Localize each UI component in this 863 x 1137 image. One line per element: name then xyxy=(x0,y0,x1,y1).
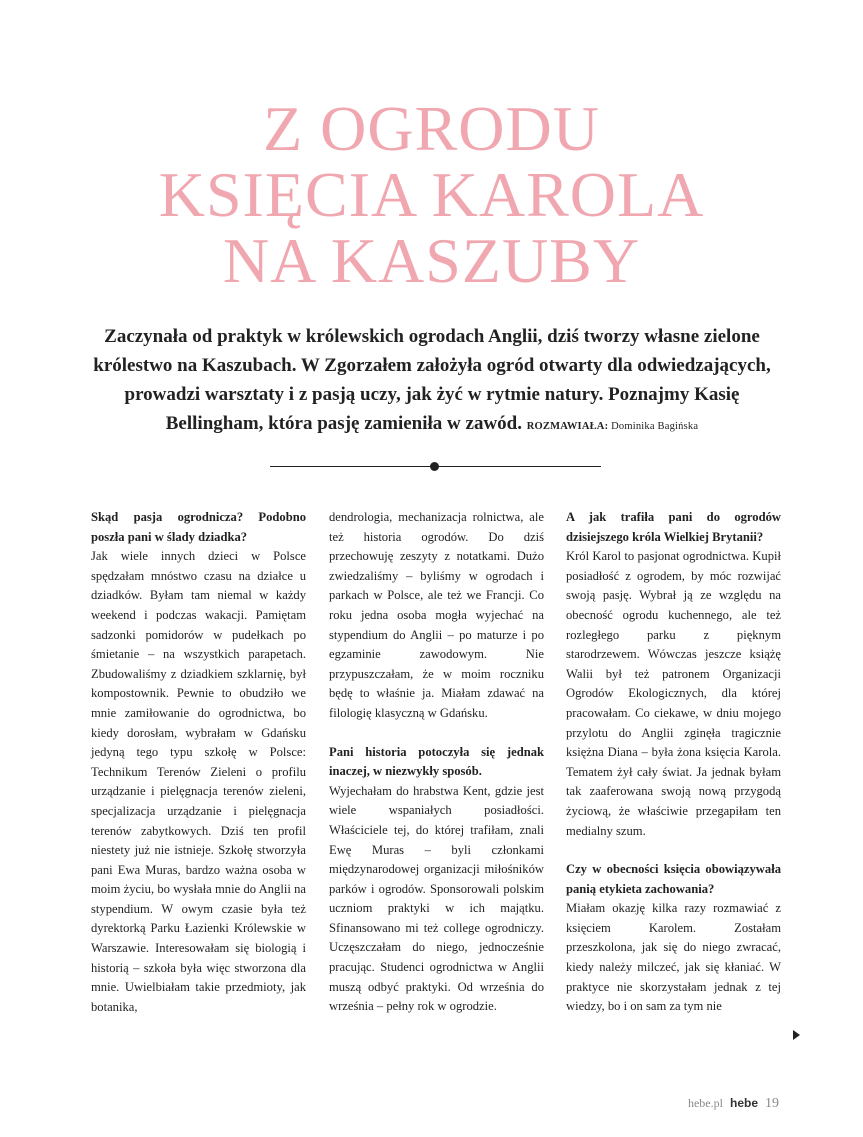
byline-author: Dominika Bagińska xyxy=(611,421,699,432)
divider-dot-icon xyxy=(430,462,439,471)
footer-site[interactable]: hebe.pl xyxy=(687,1096,723,1110)
title-line-3: NA KASZUBY xyxy=(222,225,641,296)
continue-arrow-icon[interactable] xyxy=(793,1030,800,1040)
page-number: 19 xyxy=(765,1096,779,1111)
title-line-2: KSIĘCIA KAROLA xyxy=(158,159,705,230)
lead-text: Zaczynała od praktyk w królewskich ogrodach Anglii, dziś tworzy własne zielone królestwo na Kaszubach. W Zgorzałem założyła ogród otwarty dla odwiedzających, prowadzi warsztaty i z pasją uczy, jak żyć w rytmie natury. Poznajmy Kasię Bellingham, która pasję zamieniła w zawód. xyxy=(93,326,771,434)
question-4: Czy w obecności księcia obowiązywała panią etykieta zachowania? xyxy=(566,862,781,896)
byline-label: ROZMAWIAŁA: xyxy=(526,421,609,432)
byline xyxy=(527,421,698,432)
answer-3: Król Karol to pasjonat ogrodnictwa. Kupił posiadłość z ogrodem, by móc rozwijać swoją pasję. Wybrał ją ze względu na obecność ogrodu kuchennego, ale też rozległego parku z pięknym starodrzewem. Wówczas jeszcze książę Walii był też patronem Organizacji Ogrodów Ekologicznych, dla której pracowałam. Co ciekawe, w dniu mojego przylotu do Anglii zginęła tragicznie księżna Diana – była żona księcia Karola. Tematem żył cały świat. Ja jednak byłam tak zaaferowana swoją nową przygodą życiową, że właściwie przegapiłam ten medialny szum. xyxy=(566,549,781,838)
text-column-3 xyxy=(566,508,781,1017)
page-footer xyxy=(688,1096,779,1112)
article-lead xyxy=(90,322,774,441)
question-1: Skąd pasja ogrodnicza? Podobno poszła pani w ślady dziadka? xyxy=(91,510,306,544)
answer-1: Jak wiele innych dzieci w Polsce spędzałam mnóstwo czasu na działce u dziadków. Byłam tam niemal w każdy weekend i podczas wakacji. Pamiętam sadzonki pomidorów w pudełkach po śmietanie – na wszystkich parapetach. Zbudowaliśmy z dziadkiem szklarnię, był kompostownik. Pewnie to obudziło we mnie zamiłowanie do ogrodnictwa, bo kiedy dorosłam, wybrałam w Gdańsku jedyną tego typu szkołę w Polsce: Technikum Terenów Zieleni o profilu urządzanie i pielęgnacja terenów zieleni, specjalizacja urządzanie i pielęgnacja terenów zabytkowych. Dziś ten profil niestety już nie istnieje. Szkołę stworzyła pani Ewa Muras, bardzo ważna osoba w moim życiu, bo wysłała mnie do Anglii na stypendium. W owym czasie była też dyrektorką Parku Łazienki Królewskie w Warszawie. Interesowałam się biologią i historią – szkoła była więc stworzona dla mnie. Uwielbiałam takie przedmioty, jak botanika, xyxy=(91,549,306,1014)
article-title xyxy=(0,93,863,296)
footer-brand-logo: hebe xyxy=(729,1096,758,1110)
text-column-1 xyxy=(91,508,306,1017)
question-2: Pani historia potoczyła się jednak inaczej, w niezwykły sposób. xyxy=(329,744,544,779)
answer-2: Wyjechałam do hrabstwa Kent, gdzie jest wiele wspaniałych posiadłości. Właściciele tej, do której trafiłam, znali Ewę Muras – byli członkami międzynarodowej organizacji miłośników parków i ogrodów. Sponsorowali polskim uczniom praktyki w ich majątku. Sfinansowano mi też college ogrodniczy. Uczęszczałam do niego, jednocześnie pracując. Studenci ogrodnictwa w Anglii muszą odbyć praktyki. Od września do września – pełny rok w ogrodzie. xyxy=(329,783,544,1014)
question-3: A jak trafiła pani do ogrodów dzisiejszego króla Wielkiej Brytanii? xyxy=(566,510,781,544)
text-column-2 xyxy=(329,508,544,1017)
title-line-1: Z OGRODU xyxy=(263,93,600,164)
answer-1-continued: dendrologia, mechanizacja rolnictwa, ale też historia ogrodów. Do dziś przechowuję zeszyty z notatkami. Dużo zwiedzaliśmy – byliśmy w ogrodach i parkach w Polsce, ale też we Francji. Co roku jedna osoba mogła wyjechać na stypendium do Anglii – po maturze i po egzaminie zawodowym. Nie przypuszczałam, że w moim roczniku będę to właśnie ja. Miałam zdawać na filologię klasyczną w Gdańsku. xyxy=(329,510,544,720)
answer-4: Miałam okazję kilka razy rozmawiać z księciem Karolem. Zostałam przeszkolona, jak się do niego zwracać, kiedy należy milczeć, jak się kłaniać. W praktyce nie skorzystałam jednak z tej wiedzy, bo i on sam za tym nie xyxy=(566,901,781,1014)
